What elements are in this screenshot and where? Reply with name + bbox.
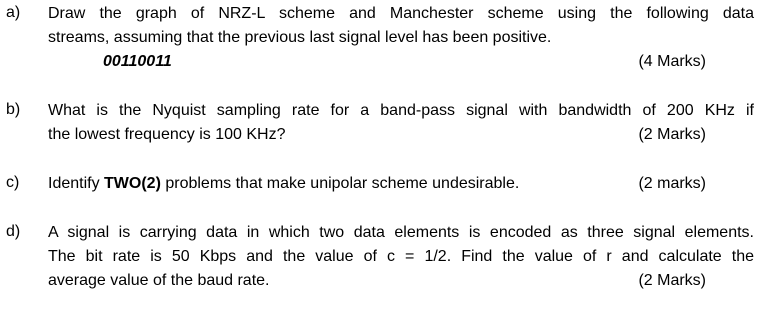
- question-body: [48, 2, 760, 74]
- marks-label: (2 Marks): [638, 126, 706, 143]
- question-body: [48, 172, 760, 196]
- question-text: Identify: [48, 175, 105, 192]
- question-text-line: streams, assuming that the previous last signal level has been positive.: [48, 29, 552, 46]
- question-letter: a): [6, 4, 21, 21]
- question-text-line: The bit rate is 50 Kbps and the value of c = 1/2. Find the value of r and calculate the: [48, 248, 754, 265]
- question-text-line: A signal is carrying data in which two data elements is encoded as three signal elements.: [48, 224, 754, 241]
- marks-label: (2 marks): [638, 175, 706, 192]
- question-letter: d): [6, 223, 21, 240]
- question-text-line: What is the Nyquist sampling rate for a band-pass signal with bandwidth of 200 KHz if: [48, 102, 754, 119]
- question-text-line: [48, 123, 760, 147]
- question-text-line: Draw the graph of NRZ-L scheme and Manchester scheme using the following data: [48, 5, 754, 22]
- question-text: the lowest frequency is 100 KHz?: [48, 126, 286, 143]
- bit-stream-row: [48, 50, 760, 74]
- question-text-line: [48, 172, 760, 196]
- marks-label: (2 Marks): [638, 272, 706, 289]
- question-letter: b): [6, 101, 21, 118]
- question-body: [48, 221, 760, 293]
- question-text: average value of the baud rate.: [48, 272, 270, 289]
- question-body: [48, 99, 760, 147]
- marks-label: (4 Marks): [638, 53, 706, 70]
- bit-stream: 00110011: [103, 53, 172, 70]
- question-text: problems that make unipolar scheme undesirable.: [160, 175, 520, 192]
- question-text-line: [48, 269, 760, 293]
- emphasis-text: TWO(2): [104, 175, 161, 192]
- question-letter: c): [6, 174, 20, 191]
